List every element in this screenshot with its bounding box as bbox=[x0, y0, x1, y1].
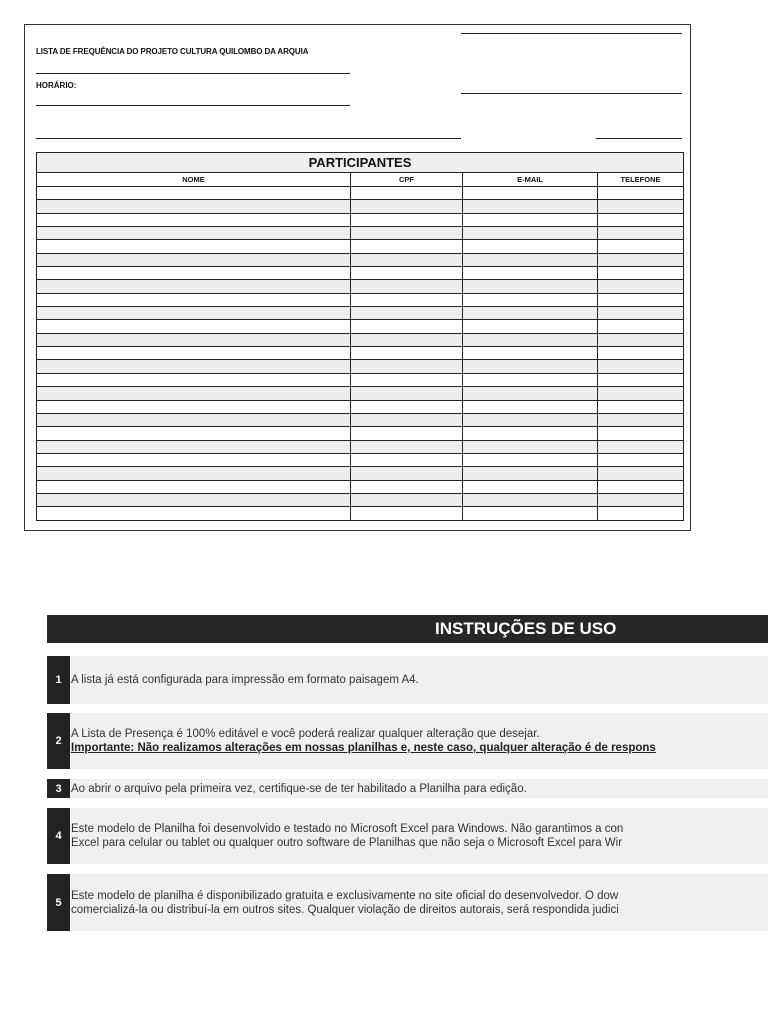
table-row bbox=[37, 213, 684, 226]
table-row bbox=[37, 413, 684, 426]
cell-cpf[interactable] bbox=[351, 507, 463, 520]
instruction-item bbox=[47, 779, 768, 798]
cell-telefone[interactable] bbox=[598, 227, 684, 240]
cell-telefone[interactable] bbox=[598, 480, 684, 493]
instruction-line: Ao abrir o arquivo pela primeira vez, certifique-se de ter habilitado a Planilha para edição. bbox=[71, 782, 527, 795]
cell-cpf[interactable] bbox=[351, 360, 463, 373]
cell-telefone[interactable] bbox=[598, 507, 684, 520]
cell-cpf[interactable] bbox=[351, 387, 463, 400]
title-underline bbox=[36, 73, 350, 74]
cell-nome[interactable] bbox=[37, 427, 351, 440]
cell-cpf[interactable] bbox=[351, 307, 463, 320]
cell-email[interactable] bbox=[463, 280, 598, 293]
table-row bbox=[37, 360, 684, 373]
table-row bbox=[37, 333, 684, 346]
table-row bbox=[37, 507, 684, 520]
cell-email[interactable] bbox=[463, 200, 598, 213]
cell-nome[interactable] bbox=[37, 333, 351, 346]
table-row bbox=[37, 373, 684, 386]
cell-telefone[interactable] bbox=[598, 307, 684, 320]
cell-cpf[interactable] bbox=[351, 347, 463, 360]
instruction-item bbox=[47, 874, 768, 931]
cell-nome[interactable] bbox=[37, 213, 351, 226]
cell-cpf[interactable] bbox=[351, 480, 463, 493]
sheet-title: LISTA DE FREQUÊNCIA DO PROJETO CULTURA QUILOMBO DA ARQUIA bbox=[36, 47, 309, 56]
cell-cpf[interactable] bbox=[351, 213, 463, 226]
participants-table bbox=[36, 152, 684, 521]
cell-email[interactable] bbox=[463, 453, 598, 466]
cell-nome[interactable] bbox=[37, 480, 351, 493]
column-header-email: E-MAIL bbox=[463, 173, 598, 187]
cell-cpf[interactable] bbox=[351, 467, 463, 480]
instruction-item bbox=[47, 713, 768, 769]
table-row bbox=[37, 453, 684, 466]
cell-telefone[interactable] bbox=[598, 213, 684, 226]
cell-email[interactable] bbox=[463, 213, 598, 226]
instruction-line: A lista já está configurada para impressão em formato paisagem A4. bbox=[71, 674, 419, 686]
cell-email[interactable] bbox=[463, 440, 598, 453]
instruction-number: 1 bbox=[47, 656, 70, 704]
cell-nome[interactable] bbox=[37, 347, 351, 360]
column-header-telefone: TELEFONE bbox=[598, 173, 684, 187]
cell-cpf[interactable] bbox=[351, 240, 463, 253]
cell-cpf[interactable] bbox=[351, 400, 463, 413]
table-row bbox=[37, 347, 684, 360]
instruction-line: Este modelo de planilha é disponibilizado gratuita e exclusivamente no site oficial do desenvolvedor. O dow bbox=[71, 889, 619, 902]
cell-telefone[interactable] bbox=[598, 187, 684, 200]
cell-nome[interactable] bbox=[37, 253, 351, 266]
table-row bbox=[37, 320, 684, 333]
cell-email[interactable] bbox=[463, 187, 598, 200]
cell-email[interactable] bbox=[463, 413, 598, 426]
cell-telefone[interactable] bbox=[598, 253, 684, 266]
cell-email[interactable] bbox=[463, 293, 598, 306]
cell-email[interactable] bbox=[463, 253, 598, 266]
horario-label: HORÁRIO: bbox=[36, 81, 77, 90]
cell-email[interactable] bbox=[463, 493, 598, 506]
cell-nome[interactable] bbox=[37, 307, 351, 320]
cell-telefone[interactable] bbox=[598, 280, 684, 293]
cell-email[interactable] bbox=[463, 427, 598, 440]
cell-cpf[interactable] bbox=[351, 253, 463, 266]
cell-nome[interactable] bbox=[37, 493, 351, 506]
cell-nome[interactable] bbox=[37, 360, 351, 373]
attendance-sheet bbox=[24, 24, 691, 531]
cell-cpf[interactable] bbox=[351, 280, 463, 293]
cell-email[interactable] bbox=[463, 480, 598, 493]
cell-cpf[interactable] bbox=[351, 440, 463, 453]
cell-cpf[interactable] bbox=[351, 293, 463, 306]
cell-telefone[interactable] bbox=[598, 267, 684, 280]
cell-telefone[interactable] bbox=[598, 360, 684, 373]
instruction-text bbox=[71, 779, 694, 798]
cell-cpf[interactable] bbox=[351, 200, 463, 213]
cell-telefone[interactable] bbox=[598, 387, 684, 400]
cell-nome[interactable] bbox=[37, 320, 351, 333]
cell-email[interactable] bbox=[463, 373, 598, 386]
table-row bbox=[37, 187, 684, 200]
cell-email[interactable] bbox=[463, 347, 598, 360]
instructions-header bbox=[47, 615, 768, 643]
cell-nome[interactable] bbox=[37, 440, 351, 453]
table-row bbox=[37, 493, 684, 506]
blank-line bbox=[596, 138, 682, 139]
table-row bbox=[37, 467, 684, 480]
cell-cpf[interactable] bbox=[351, 227, 463, 240]
cell-nome[interactable] bbox=[37, 467, 351, 480]
cell-cpf[interactable] bbox=[351, 427, 463, 440]
cell-telefone[interactable] bbox=[598, 293, 684, 306]
cell-cpf[interactable] bbox=[351, 267, 463, 280]
cell-nome[interactable] bbox=[37, 373, 351, 386]
instruction-item bbox=[47, 656, 768, 704]
cell-nome[interactable] bbox=[37, 280, 351, 293]
cell-nome[interactable] bbox=[37, 453, 351, 466]
instruction-line: comercializá-la ou distribuí-la em outros sites. Qualquer violação de direitos autorais, será respondida judici bbox=[71, 903, 619, 916]
participant-rows bbox=[37, 187, 684, 521]
cell-telefone[interactable] bbox=[598, 333, 684, 346]
instructions-title: INSTRUÇÕES DE USO bbox=[435, 619, 617, 638]
cell-telefone[interactable] bbox=[598, 427, 684, 440]
cell-nome[interactable] bbox=[37, 293, 351, 306]
table-row bbox=[37, 267, 684, 280]
cell-cpf[interactable] bbox=[351, 373, 463, 386]
instruction-text bbox=[71, 808, 694, 864]
horario-underline bbox=[36, 105, 350, 106]
column-header-nome: NOME bbox=[37, 173, 351, 187]
cell-nome[interactable] bbox=[37, 413, 351, 426]
cell-email[interactable] bbox=[463, 227, 598, 240]
cell-email[interactable] bbox=[463, 333, 598, 346]
cell-email[interactable] bbox=[463, 387, 598, 400]
table-row bbox=[37, 480, 684, 493]
table-row bbox=[37, 240, 684, 253]
table-row bbox=[37, 253, 684, 266]
cell-cpf[interactable] bbox=[351, 333, 463, 346]
cell-telefone[interactable] bbox=[598, 240, 684, 253]
table-row bbox=[37, 440, 684, 453]
cell-nome[interactable] bbox=[37, 507, 351, 520]
instruction-emphasis: Importante: Não realizamos alterações em nossas planilhas e, neste caso, qualquer alteração é de respons bbox=[71, 742, 656, 754]
instruction-text bbox=[71, 874, 694, 931]
table-row bbox=[37, 280, 684, 293]
header-blank-line bbox=[461, 93, 682, 94]
cell-nome[interactable] bbox=[37, 200, 351, 213]
instruction-item bbox=[47, 808, 768, 864]
table-row bbox=[37, 427, 684, 440]
cell-nome[interactable] bbox=[37, 240, 351, 253]
table-row bbox=[37, 307, 684, 320]
instruction-line: Este modelo de Planilha foi desenvolvido e testado no Microsoft Excel para Windows. Não garantimos a con bbox=[71, 823, 624, 835]
instruction-number: 4 bbox=[47, 808, 70, 864]
cell-cpf[interactable] bbox=[351, 187, 463, 200]
cell-cpf[interactable] bbox=[351, 493, 463, 506]
table-row bbox=[37, 387, 684, 400]
cell-nome[interactable] bbox=[37, 187, 351, 200]
cell-telefone[interactable] bbox=[598, 320, 684, 333]
cell-email[interactable] bbox=[463, 360, 598, 373]
column-header-cpf: CPF bbox=[351, 173, 463, 187]
instruction-line: Excel para celular ou tablet ou qualquer outro software de Planilhas que não seja o Microsoft Excel para Wir bbox=[71, 837, 623, 849]
cell-telefone[interactable] bbox=[598, 453, 684, 466]
cell-nome[interactable] bbox=[37, 387, 351, 400]
table-row bbox=[37, 400, 684, 413]
cell-cpf[interactable] bbox=[351, 453, 463, 466]
cell-email[interactable] bbox=[463, 507, 598, 520]
cell-telefone[interactable] bbox=[598, 467, 684, 480]
instruction-number: 3 bbox=[47, 779, 70, 798]
table-caption: PARTICIPANTES bbox=[37, 153, 684, 173]
cell-telefone[interactable] bbox=[598, 400, 684, 413]
cell-telefone[interactable] bbox=[598, 493, 684, 506]
table-row bbox=[37, 200, 684, 213]
cell-telefone[interactable] bbox=[598, 200, 684, 213]
cell-email[interactable] bbox=[463, 240, 598, 253]
cell-cpf[interactable] bbox=[351, 413, 463, 426]
cell-email[interactable] bbox=[463, 267, 598, 280]
cell-telefone[interactable] bbox=[598, 373, 684, 386]
instruction-number: 5 bbox=[47, 874, 70, 931]
table-row bbox=[37, 227, 684, 240]
instruction-text bbox=[71, 713, 694, 769]
cell-email[interactable] bbox=[463, 307, 598, 320]
blank-line bbox=[36, 138, 461, 139]
cell-telefone[interactable] bbox=[598, 413, 684, 426]
cell-cpf[interactable] bbox=[351, 320, 463, 333]
cell-email[interactable] bbox=[463, 467, 598, 480]
cell-telefone[interactable] bbox=[598, 347, 684, 360]
cell-nome[interactable] bbox=[37, 227, 351, 240]
cell-email[interactable] bbox=[463, 400, 598, 413]
instruction-number: 2 bbox=[47, 713, 70, 769]
instruction-line: A Lista de Presença é 100% editável e você poderá realizar qualquer alteração que desejar. bbox=[71, 728, 540, 740]
table-row bbox=[37, 293, 684, 306]
cell-nome[interactable] bbox=[37, 400, 351, 413]
cell-email[interactable] bbox=[463, 320, 598, 333]
instruction-text bbox=[71, 656, 694, 704]
cell-nome[interactable] bbox=[37, 267, 351, 280]
cell-telefone[interactable] bbox=[598, 440, 684, 453]
header-blank-line bbox=[461, 33, 682, 34]
